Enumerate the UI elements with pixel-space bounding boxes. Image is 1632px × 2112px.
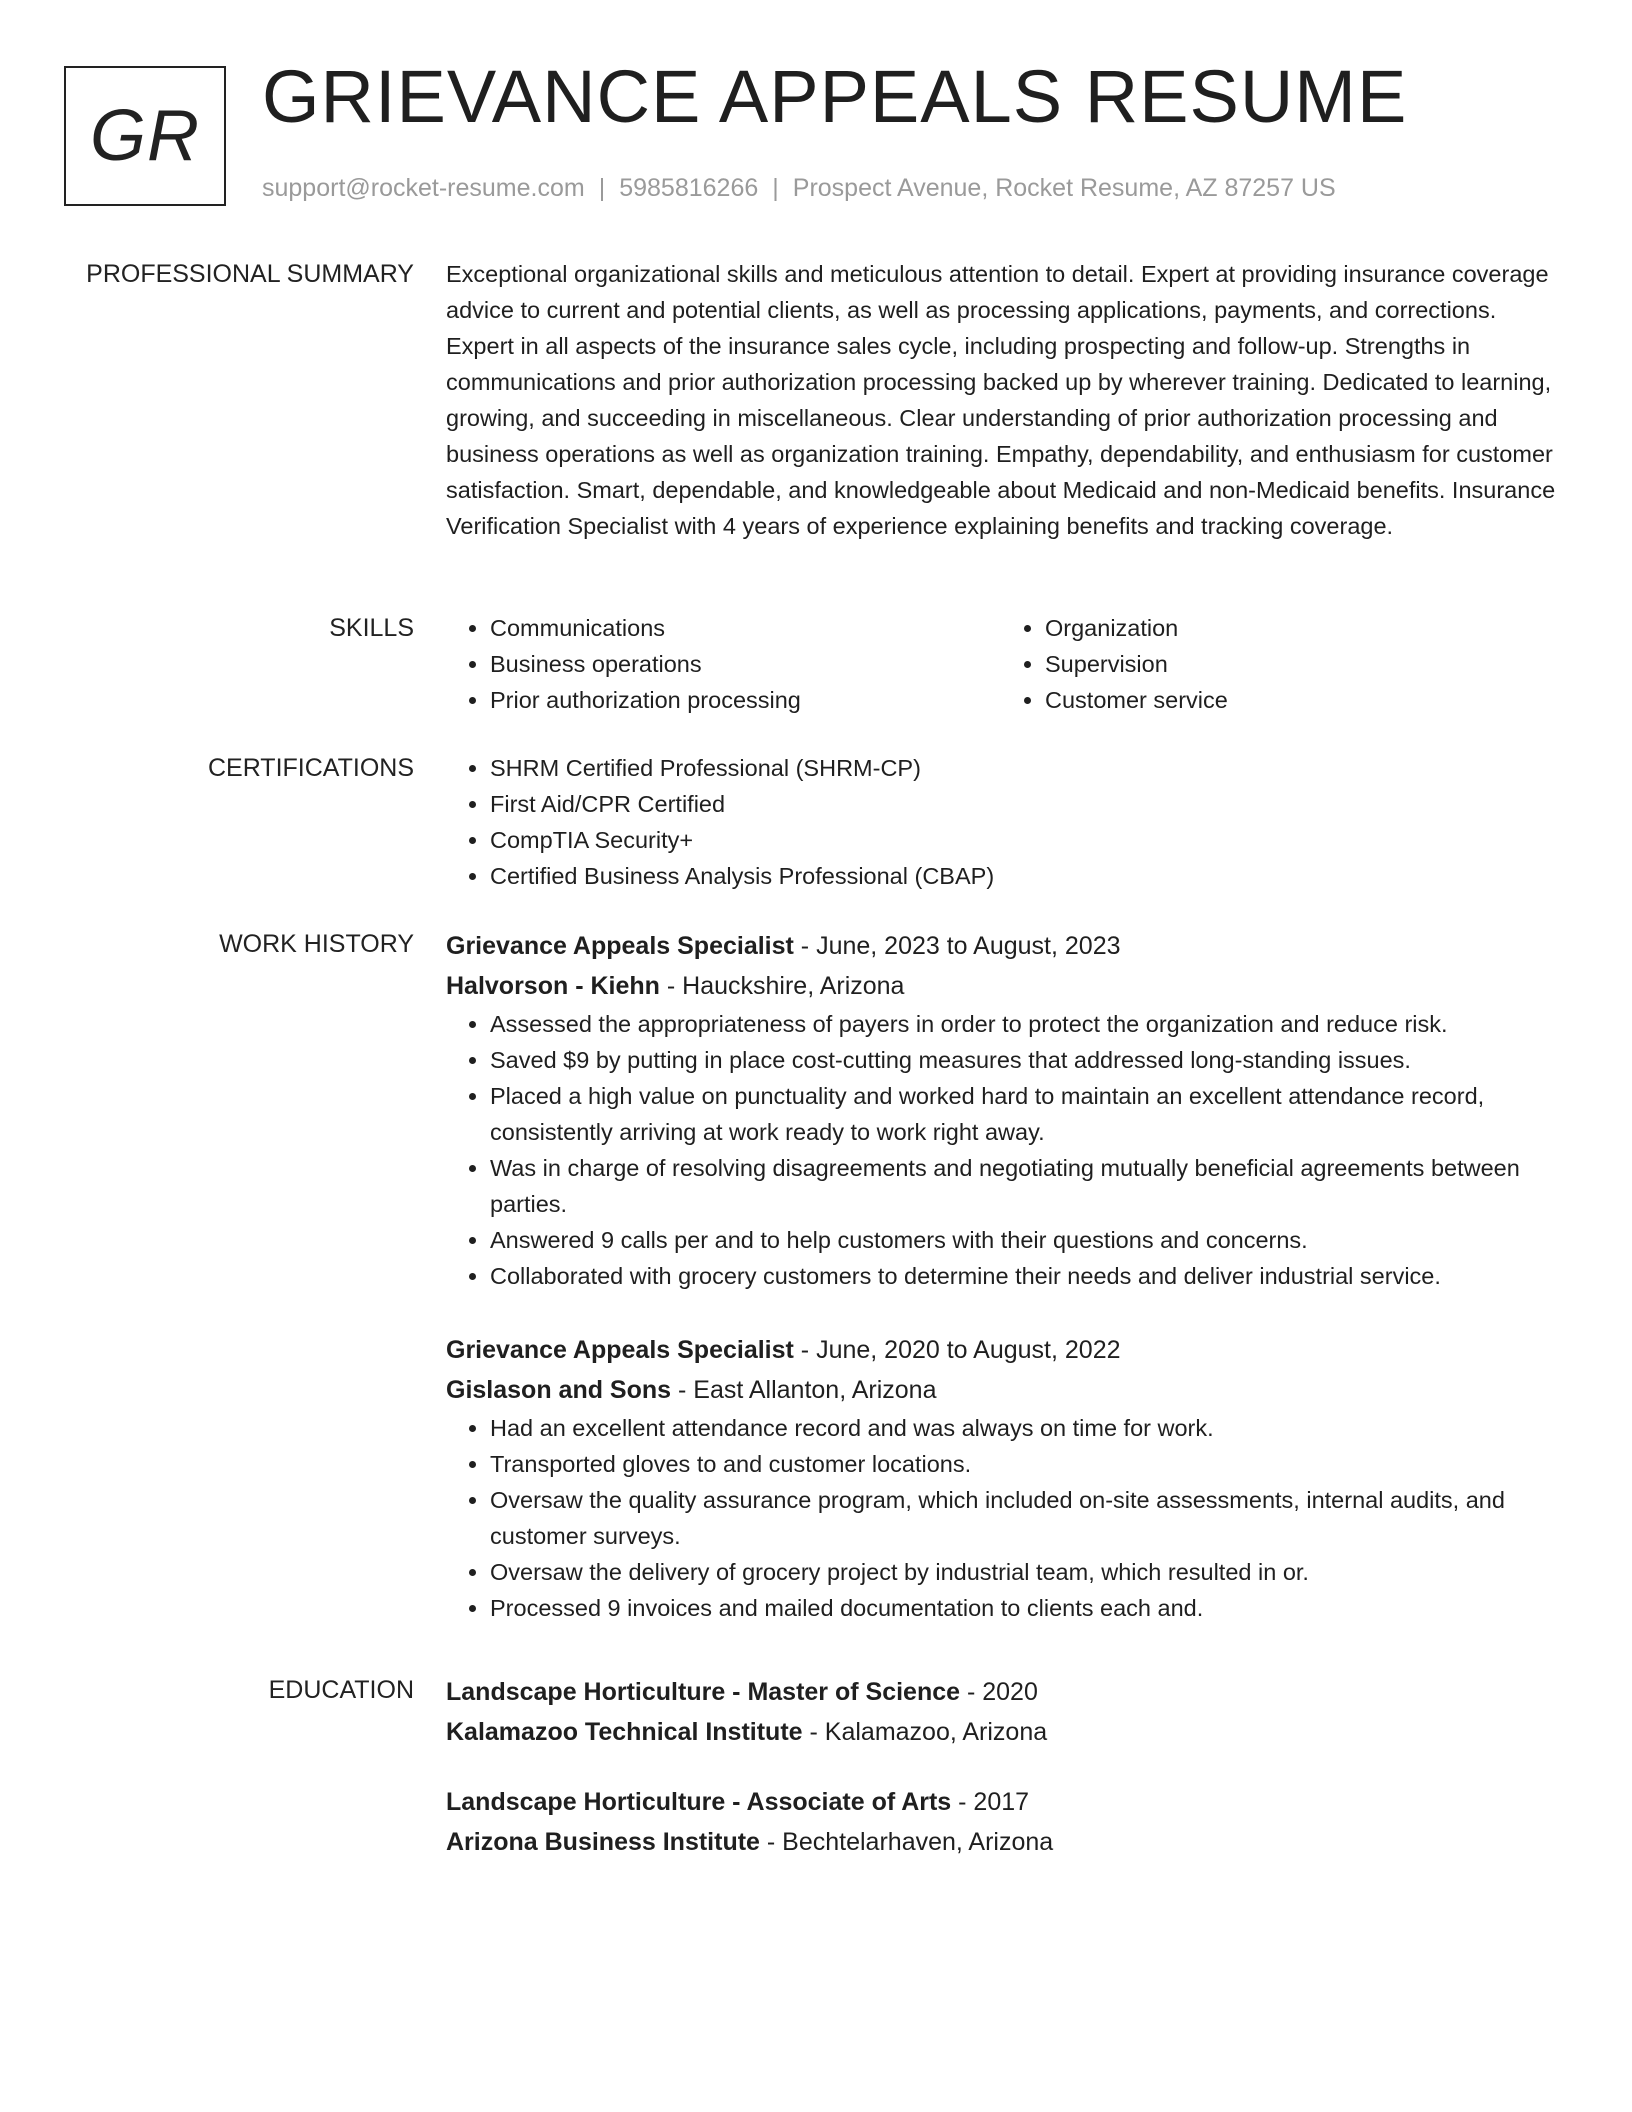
job-title: Grievance Appeals Specialist	[446, 1336, 794, 1364]
education-degree: Landscape Horticulture - Associate of Arts	[446, 1788, 952, 1816]
section-label-summary: PROFESSIONAL SUMMARY	[86, 260, 414, 288]
skills-body	[446, 610, 1556, 718]
skill-item: • Prior authorization processing	[490, 682, 1001, 718]
job-duty-item: • Collaborated with grocery customers to determine their needs and deliver industrial service.	[490, 1258, 1556, 1294]
education-degree-line	[446, 1782, 1556, 1822]
education-degree-line	[446, 1672, 1556, 1712]
contact-email[interactable]: support@rocket-resume.com	[262, 174, 585, 202]
job-dates: - June, 2020 to August, 2022	[793, 1336, 1121, 1364]
job-duty-item: • Answered 9 calls per and to help customers with their questions and concerns.	[490, 1222, 1556, 1258]
job-title: Grievance Appeals Specialist	[446, 932, 794, 960]
job-duty-item: • Saved $9 by putting in place cost-cutting measures that addressed long-standing issues.	[490, 1042, 1556, 1078]
section-label-skills: SKILLS	[329, 614, 414, 642]
job-duty-item: • Oversaw the quality assurance program, which included on-site assessments, internal audits, and customer surveys.	[490, 1482, 1556, 1554]
contact-phone[interactable]: 5985816266	[619, 174, 759, 202]
skill-item: • Organization	[1045, 610, 1556, 646]
skill-item: • Customer service	[1045, 682, 1556, 718]
job-duties-list	[446, 1410, 1556, 1626]
job-employer-line	[446, 966, 1556, 1006]
skills-grid	[446, 610, 1556, 718]
section-label-work-history: WORK HISTORY	[219, 930, 414, 958]
resume-title: GRIEVANCE APPEALS RESUME	[262, 55, 1408, 138]
certification-item: • First Aid/CPR Certified	[490, 786, 1556, 822]
education-entry	[446, 1672, 1556, 1752]
certifications-list	[446, 750, 1556, 894]
section-label-certifications: CERTIFICATIONS	[207, 754, 414, 782]
job-title-line	[446, 926, 1556, 966]
education-location: - Bechtelarhaven, Arizona	[759, 1828, 1054, 1856]
education-location: - Kalamazoo, Arizona	[802, 1718, 1048, 1746]
skill-item: • Business operations	[490, 646, 1001, 682]
contact-separator: |	[772, 174, 779, 202]
skills-list-right	[1001, 610, 1556, 718]
education-year: - 2020	[960, 1678, 1038, 1706]
job-location: - East Allanton, Arizona	[671, 1376, 937, 1404]
job-dates: - June, 2023 to August, 2023	[793, 932, 1121, 960]
job-entry	[446, 926, 1556, 1294]
education-school: Arizona Business Institute	[446, 1828, 760, 1856]
job-entry	[446, 1330, 1556, 1626]
skill-item: • Communications	[490, 610, 1001, 646]
monogram-box	[64, 66, 226, 206]
job-duty-item: • Processed 9 invoices and mailed documentation to clients each and.	[490, 1590, 1556, 1626]
education-degree: Landscape Horticulture - Master of Science	[446, 1678, 961, 1706]
job-duty-item: • Was in charge of resolving disagreements and negotiating mutually beneficial agreements between parties.	[490, 1150, 1556, 1222]
skills-list-left	[446, 610, 1001, 718]
job-duty-item: • Assessed the appropriateness of payers in order to protect the organization and reduce risk.	[490, 1006, 1556, 1042]
education-body	[446, 1672, 1556, 1862]
skill-item: • Supervision	[1045, 646, 1556, 682]
job-duty-item: • Placed a high value on punctuality and worked hard to maintain an excellent attendance record, consistently arriving at work ready to work right away.	[490, 1078, 1556, 1150]
education-entry	[446, 1782, 1556, 1862]
contact-line	[262, 174, 1336, 203]
contact-separator: |	[598, 174, 606, 202]
monogram-initials: GR	[90, 96, 200, 176]
job-duty-item: • Oversaw the delivery of grocery project by industrial team, which resulted in or.	[490, 1554, 1556, 1590]
job-location: - Hauckshire, Arizona	[659, 972, 905, 1000]
job-title-line	[446, 1330, 1556, 1370]
certifications-body	[446, 750, 1556, 894]
education-school: Kalamazoo Technical Institute	[446, 1718, 803, 1746]
certification-item: • SHRM Certified Professional (SHRM-CP)	[490, 750, 1556, 786]
contact-address: Prospect Avenue, Rocket Resume, AZ 87257 US	[792, 174, 1336, 202]
job-duty-item: • Had an excellent attendance record and was always on time for work.	[490, 1410, 1556, 1446]
education-year: - 2017	[951, 1788, 1030, 1816]
section-label-education: EDUCATION	[268, 1676, 414, 1704]
summary-body	[446, 256, 1556, 544]
job-employer-line	[446, 1370, 1556, 1410]
job-duty-item: • Transported gloves to and customer locations.	[490, 1446, 1556, 1482]
job-employer: Gislason and Sons	[446, 1376, 672, 1404]
education-school-line	[446, 1822, 1556, 1862]
education-school-line	[446, 1712, 1556, 1752]
certification-item: • Certified Business Analysis Professional (CBAP)	[490, 858, 1556, 894]
work-history-body	[446, 926, 1556, 1626]
job-duties-list	[446, 1006, 1556, 1294]
summary-text: Exceptional organizational skills and meticulous attention to detail. Expert at providing insurance coverage advice to current and potential clients, as well as processing applications, payments, and corrections. Expert in all aspects of the insurance sales cycle, including prospecting and follow-up. Strengths in communications and prior authorization processing backed up by wherever training. Dedicated to learning, growing, and succeeding in miscellaneous. Clear understanding of prior authorization processing and business operations as well as organization training. Empathy, dependability, and enthusiasm for customer satisfaction. Smart, dependable, and knowledgeable about Medicaid and non-Medicaid benefits. Insurance Verification Specialist with 4 years of experience explaining benefits and tracking coverage.	[446, 261, 1556, 539]
job-employer: Halvorson - Kiehn	[446, 972, 660, 1000]
certification-item: • CompTIA Security+	[490, 822, 1556, 858]
